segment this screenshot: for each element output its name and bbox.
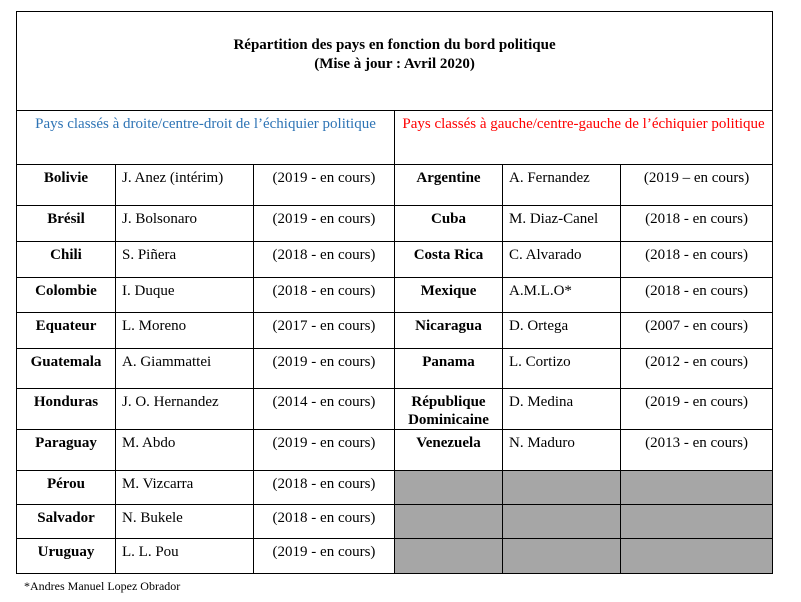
empty-cell <box>503 505 621 539</box>
empty-cell <box>395 471 503 505</box>
left-wing-leader: A.M.L.O* <box>503 278 621 313</box>
footnote: *Andres Manuel Lopez Obrador <box>24 579 181 593</box>
left-wing-country: Argentine <box>395 165 503 206</box>
empty-cell <box>621 505 773 539</box>
left-wing-leader: A. Fernandez <box>503 165 621 206</box>
left-wing-country: Costa Rica <box>395 242 503 278</box>
table-row <box>17 539 773 574</box>
right-wing-leader: S. Piñera <box>116 242 254 278</box>
left-wing-leader: C. Alvarado <box>503 242 621 278</box>
table-row <box>17 165 773 206</box>
right-wing-leader: L. Moreno <box>116 313 254 349</box>
right-wing-leader: J. Bolsonaro <box>116 206 254 242</box>
right-wing-country: Brésil <box>17 206 116 242</box>
table-row <box>17 278 773 313</box>
right-wing-period: (2018 - en cours) <box>254 471 395 505</box>
right-wing-country: Equateur <box>17 313 116 349</box>
political-table <box>16 11 773 574</box>
table-row <box>17 206 773 242</box>
right-wing-country: Pérou <box>17 471 116 505</box>
right-wing-country: Colombie <box>17 278 116 313</box>
right-wing-country: Paraguay <box>17 430 116 471</box>
table-row <box>17 430 773 471</box>
right-wing-leader: J. O. Hernandez <box>116 389 254 430</box>
right-wing-country: Honduras <box>17 389 116 430</box>
left-wing-country: Panama <box>395 349 503 389</box>
empty-cell <box>503 539 621 574</box>
right-wing-leader: A. Giammattei <box>116 349 254 389</box>
left-wing-period: (2018 - en cours) <box>621 206 773 242</box>
right-wing-period: (2019 - en cours) <box>254 430 395 471</box>
right-wing-period: (2014 - en cours) <box>254 389 395 430</box>
left-wing-header: Pays classés à gauche/centre-gauche de l’échiquier politique <box>395 111 773 165</box>
left-wing-leader: D. Ortega <box>503 313 621 349</box>
left-wing-country: République Dominicaine <box>395 389 503 430</box>
empty-cell <box>395 505 503 539</box>
left-wing-country: Nicaragua <box>395 313 503 349</box>
title-line-1: Répartition des pays en fonction du bord politique <box>233 37 556 53</box>
right-wing-period: (2019 - en cours) <box>254 539 395 574</box>
right-wing-period: (2017 - en cours) <box>254 313 395 349</box>
header-row <box>17 111 773 165</box>
title-line-2: (Mise à jour : Avril 2020) <box>314 56 475 72</box>
right-wing-leader: M. Abdo <box>116 430 254 471</box>
right-wing-period: (2019 - en cours) <box>254 206 395 242</box>
empty-cell <box>503 471 621 505</box>
table-row <box>17 349 773 389</box>
left-wing-country: Cuba <box>395 206 503 242</box>
right-wing-leader: M. Vizcarra <box>116 471 254 505</box>
table-row <box>17 505 773 539</box>
left-wing-period: (2019 - en cours) <box>621 389 773 430</box>
left-wing-leader: N. Maduro <box>503 430 621 471</box>
right-wing-country: Chili <box>17 242 116 278</box>
left-wing-period: (2018 - en cours) <box>621 242 773 278</box>
right-wing-country: Uruguay <box>17 539 116 574</box>
right-wing-header: Pays classés à droite/centre-droit de l’échiquier politique <box>17 111 395 165</box>
right-wing-leader: I. Duque <box>116 278 254 313</box>
left-wing-country: Venezuela <box>395 430 503 471</box>
right-wing-period: (2018 - en cours) <box>254 242 395 278</box>
empty-cell <box>621 539 773 574</box>
right-wing-period: (2018 - en cours) <box>254 278 395 313</box>
political-table-container <box>16 11 772 574</box>
left-wing-period: (2018 - en cours) <box>621 278 773 313</box>
left-wing-leader: D. Medina <box>503 389 621 430</box>
right-wing-period: (2018 - en cours) <box>254 505 395 539</box>
right-wing-country: Guatemala <box>17 349 116 389</box>
right-wing-leader: L. L. Pou <box>116 539 254 574</box>
table-row <box>17 313 773 349</box>
empty-cell <box>621 471 773 505</box>
right-wing-leader: N. Bukele <box>116 505 254 539</box>
table-row <box>17 389 773 430</box>
left-wing-leader: L. Cortizo <box>503 349 621 389</box>
left-wing-period: (2007 - en cours) <box>621 313 773 349</box>
table-title <box>17 12 773 111</box>
left-wing-country: Mexique <box>395 278 503 313</box>
right-wing-country: Salvador <box>17 505 116 539</box>
empty-cell <box>395 539 503 574</box>
right-wing-period: (2019 - en cours) <box>254 349 395 389</box>
table-row <box>17 471 773 505</box>
left-wing-leader: M. Diaz-Canel <box>503 206 621 242</box>
left-wing-period: (2013 - en cours) <box>621 430 773 471</box>
right-wing-leader: J. Anez (intérim) <box>116 165 254 206</box>
table-row <box>17 242 773 278</box>
title-row <box>17 12 773 111</box>
right-wing-country: Bolivie <box>17 165 116 206</box>
right-wing-period: (2019 - en cours) <box>254 165 395 206</box>
left-wing-period: (2019 – en cours) <box>621 165 773 206</box>
left-wing-period: (2012 - en cours) <box>621 349 773 389</box>
